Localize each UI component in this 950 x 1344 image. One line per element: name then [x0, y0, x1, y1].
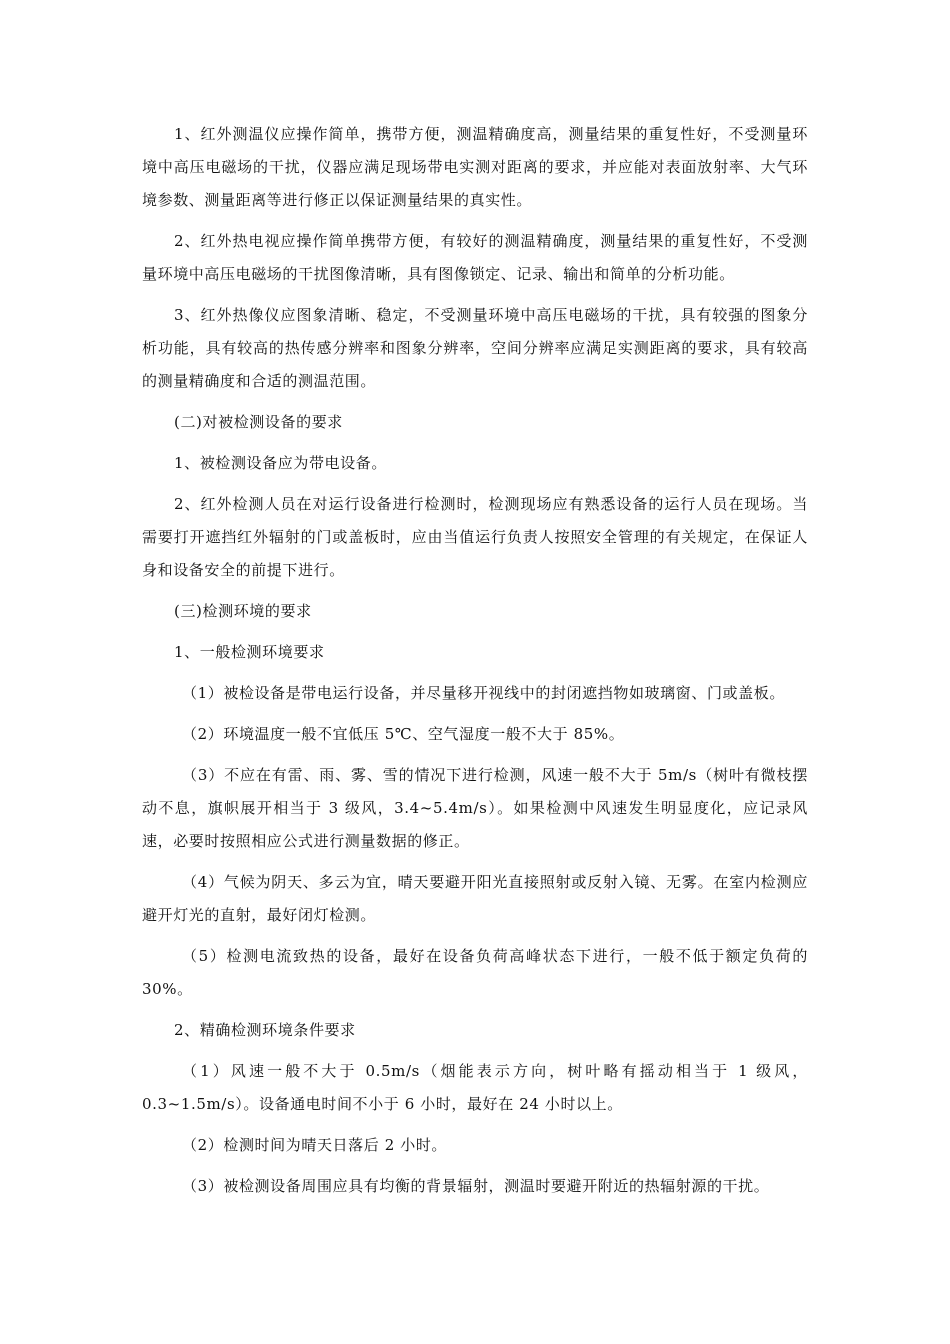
paragraph-thermal-imager: 3、红外热像仪应图象清晰、稳定，不受测量环境中高压电磁场的干扰，具有较强的图象分析功能，具有较高的热传感分辨率和图象分辨率，空间分辨率应满足实测距离的要求，具有较高的测量精确度和合适的测温范围。 [142, 306, 808, 390]
item-precise-2: （2）检测时间为晴天日落后 2 小时。 [182, 1136, 448, 1154]
document-body [142, 118, 808, 1211]
paragraph-infrared-thermometer: 1、红外测温仪应操作简单，携带方便，测温精确度高，测量结果的重复性好，不受测量环境中高压电磁场的干扰，仪器应满足现场带电实测对距离的要求，并应能对表面放射率、大气环境参数、测量距离等进行修正以保证测量结果的真实性。 [142, 125, 808, 209]
section-heading-equipment: (二)对被检测设备的要求 [174, 413, 343, 431]
item-precise-3: （3）被检测设备周围应具有均衡的背景辐射，测温时要避开附近的热辐射源的干扰。 [182, 1177, 770, 1195]
item-general-3: （3）不应在有雷、雨、雾、雪的情况下进行检测，风速一般不大于 5m/s（树叶有微枝摆动不息，旗帜展开相当于 3 级风，3.4~5.4m/s）。如果检测中风速发生明显度化，应记录风速，必要时按照相应公式进行测量数据的修正。 [142, 766, 808, 850]
item-general-4: （4）气候为阴天、多云为宜，晴天要避开阳光直接照射或反射入镜、无雾。在室内检测应避开灯光的直射，最好闭灯检测。 [142, 873, 808, 924]
paragraph-operation-staff: 2、红外检测人员在对运行设备进行检测时，检测现场应有熟悉设备的运行人员在现场。当需要打开遮挡红外辐射的门或盖板时，应由当值运行负责人按照安全管理的有关规定，在保证人身和设备安全的前提下进行。 [142, 495, 808, 579]
item-precise-1: （1）风速一般不大于 0.5m/s（烟能表示方向，树叶略有摇动相当于 1 级风，0.3~1.5m/s）。设备通电时间不小于 6 小时，最好在 24 小时以上。 [142, 1062, 808, 1113]
paragraph-live-equipment: 1、被检测设备应为带电设备。 [174, 454, 387, 472]
item-general-5: （5）检测电流致热的设备，最好在设备负荷高峰状态下进行，一般不低于额定负荷的 30%。 [142, 947, 808, 998]
item-general-1: （1）被检设备是带电运行设备，并尽量移开视线中的封闭遮挡物如玻璃窗、门或盖板。 [182, 684, 785, 702]
item-general-2: （2）环境温度一般不宜低压 5℃、空气湿度一般不大于 85%。 [182, 725, 625, 743]
subheading-general-environment: 1、一般检测环境要求 [174, 643, 325, 661]
section-heading-environment: (三)检测环境的要求 [174, 602, 312, 620]
subheading-precise-environment: 2、精确检测环境条件要求 [174, 1021, 356, 1039]
paragraph-infrared-tv: 2、红外热电视应操作简单携带方便，有较好的测温精确度，测量结果的重复性好，不受测量环境中高压电磁场的干扰图像清晰，具有图像锁定、记录、输出和简单的分析功能。 [142, 232, 808, 283]
